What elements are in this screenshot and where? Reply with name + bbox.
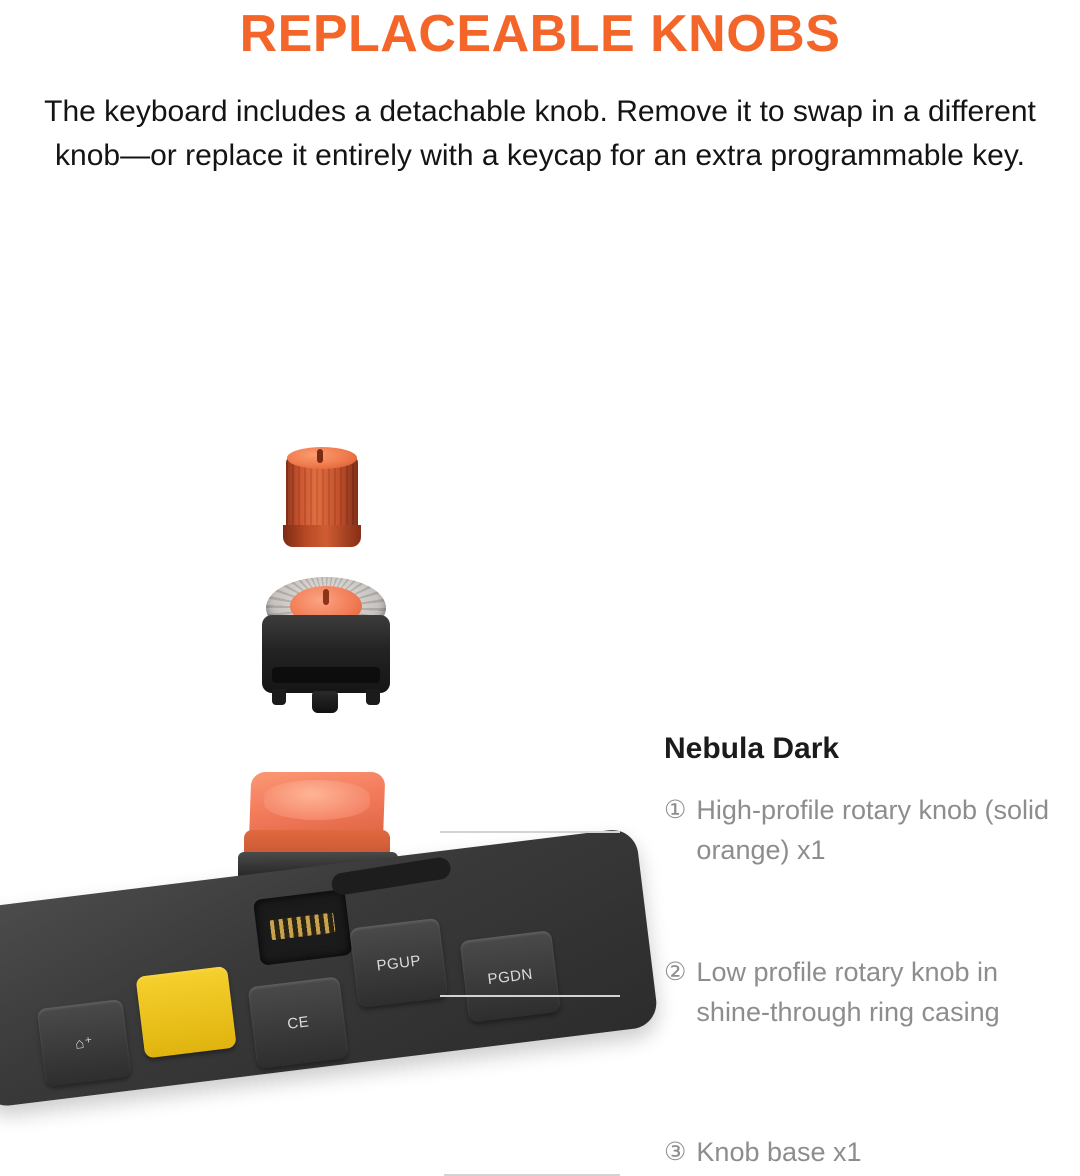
legend-item-high-profile-knob <box>664 790 1064 870</box>
keyboard-key-yellow[interactable] <box>135 966 236 1059</box>
keyboard-key[interactable]: ⌂⁺ <box>37 999 132 1087</box>
high-profile-rotary-knob <box>286 447 358 547</box>
legend-text-3: Knob base x1 <box>696 1137 862 1167</box>
legend-marker-3: ③ <box>664 1138 687 1166</box>
legend-text-1: High-profile rotary knob (solid orange) x1 <box>696 795 1050 865</box>
keyboard-key-pgup[interactable]: PGUP <box>349 918 448 1008</box>
housing-leg-left <box>272 689 286 705</box>
variant-title: Nebula Dark <box>664 732 840 765</box>
page-description: The keyboard includes a detachable knob. Remove it to swap in a different knob—or replace it entirely with a keycap for an extra programmable key. <box>44 95 1036 172</box>
knob-indicator-mark <box>317 449 323 463</box>
knob-socket <box>253 889 352 966</box>
page-title: REPLACEABLE KNOBS <box>239 5 841 63</box>
keyboard-key-pgdn[interactable]: PGDN <box>460 930 561 1023</box>
keyboard-slot <box>330 856 452 897</box>
parts-legend <box>664 732 1064 1167</box>
legend-marker-2: ② <box>664 958 687 986</box>
leader-line-1 <box>440 831 620 833</box>
keyboard-key[interactable]: CE <box>248 976 349 1069</box>
product-photo <box>0 332 1080 1167</box>
legend-text-2: Low profile rotary knob in shine-through ring casing <box>696 957 1000 1027</box>
legend-item-low-profile-knob <box>664 952 1044 1032</box>
housing-stem <box>312 691 338 713</box>
low-profile-rotary-knob <box>248 577 404 737</box>
legend-item-knob-base <box>664 1132 1044 1172</box>
legend-marker-1: ① <box>664 796 687 824</box>
keyboard-body <box>0 827 659 1108</box>
knob-housing <box>262 615 390 693</box>
knob-skirt <box>283 525 361 547</box>
knob-cap-indicator-mark <box>323 589 329 605</box>
leader-line-2 <box>440 995 620 997</box>
socket-contact-pins <box>270 913 336 941</box>
keycap-dish <box>264 780 370 820</box>
housing-leg-right <box>366 689 380 705</box>
